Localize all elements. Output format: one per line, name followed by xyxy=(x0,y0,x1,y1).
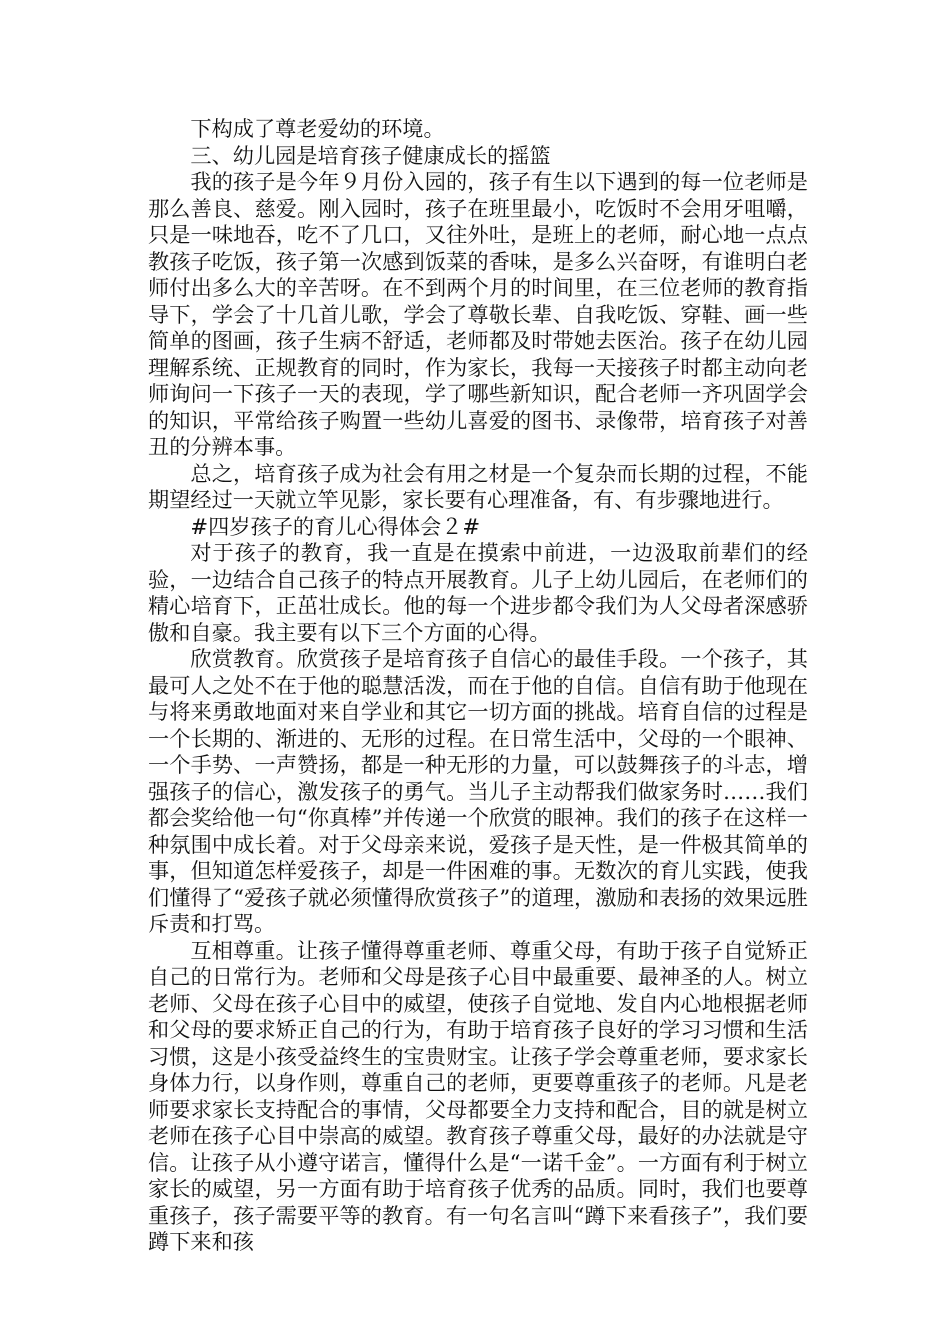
paragraph-6: 互相尊重。让孩子懂得尊重老师、尊重父母，有助于孩子自觉矫正自己的日常行为。老师和父母是孩子心目中最重要、最神圣的人。树立老师、父母在孩子心目中的威望，使孩子自觉地、发自内心地根据老师和父母的要求矫正自己的行为，有助于培育孩子良好的学习习惯和生活习惯，这是小孩受益终生的宝贵财宝。让孩子学会尊重老师，要求家长身体力行，以身作则，尊重自己的老师，更要尊重孩子的老师。凡是老师要求家长支持配合的事情，父母都要全力支持和配合，目的就是树立老师在孩子心目中崇高的威望。教育孩子尊重父母，最好的办法就是守信。让孩子从小遵守诺言，懂得什么是“一诺千金”。一方面有利于树立家长的威望，另一方面有助于培育孩子优秀的品质。同时，我们也要尊重孩子，孩子需要平等的教育。有一句名言叫“蹲下来看孩子”，我们要蹲下来和孩 xyxy=(148,937,808,1254)
document-page xyxy=(148,116,808,1256)
paragraph-5: 欣赏教育。欣赏孩子是培育孩子自信心的最佳手段。一个孩子，其最可人之处不在于他的聪慧活泼，而在于他的自信。自信有助于他现在与将来勇敢地面对来自学业和其它一切方面的挑战。培育自信的过程是一个长期的、渐进的、无形的过程。在日常生活中，父母的一个眼神、一个手势、一声赞扬，都是一种无形的力量，可以鼓舞孩子的斗志，增强孩子的信心，激发孩子的勇气。当儿子主动帮我们做家务时……我们都会奖给他一句“你真棒”并传递一个欣赏的眼神。我们的孩子在这样一种氛围中成长着。对于父母亲来说，爱孩子是天性，是一件极其简单的事，但知道怎样爱孩子，却是一件困难的事。无数次的育儿实践，使我们懂得了“爱孩子就必须懂得欣赏孩子”的道理，激励和表扬的效果远胜斥责和打骂。 xyxy=(148,646,808,936)
paragraph-1: 下构成了尊老爱幼的环境。 xyxy=(190,116,445,141)
paragraph-2: 我的孩子是今年９月份入园的，孩子有生以下遇到的每一位老师是那么善良、慈爱。刚入园时，孩子在班里最小，吃饭时不会用牙咀嚼，只是一味地吞，吃不了几口，又往外吐，是班上的老师，耐心地一点点教孩子吃饭，孩子第一次感到饭菜的香味，是多么兴奋呀，有谁明白老师付出多么大的辛苦呀。在不到两个月的时间里，在三位老师的教育指导下，学会了十几首儿歌，学会了尊敬长辈、自我吃饭、穿鞋、画一些简单的图画，孩子生病不舒适，老师都及时带她去医治。孩子在幼儿园理解系统、正规教育的同时，作为家长，我每一天接孩子时都主动向老师询问一下孩子一天的表现，学了哪些新知识，配合老师一齐巩固学会的知识，平常给孩子购置一些幼儿喜爱的图书、录像带，培育孩子对善丑的分辨本事。 xyxy=(148,169,808,459)
paragraph-3: 总之，培育孩子成为社会有用之材是一个复杂而长期的过程，不能期望经过一天就立竿见影，家长要有心理准备，有、有步骤地进行。 xyxy=(148,460,808,512)
section-heading-3: 三、幼儿园是培育孩子健康成长的摇篮 xyxy=(190,142,551,168)
paragraph-4: 对于孩子的教育，我一直是在摸索中前进，一边汲取前辈们的经验，一边结合自己孩子的特点开展教育。儿子上幼儿园后，在老师们的精心培育下，正茁壮成长。他的每一个进步都令我们为人父母者深感骄傲和自豪。我主要有以下三个方面的心得。 xyxy=(148,540,808,645)
article-heading-2: #四岁孩子的育儿心得体会２# xyxy=(190,513,481,539)
